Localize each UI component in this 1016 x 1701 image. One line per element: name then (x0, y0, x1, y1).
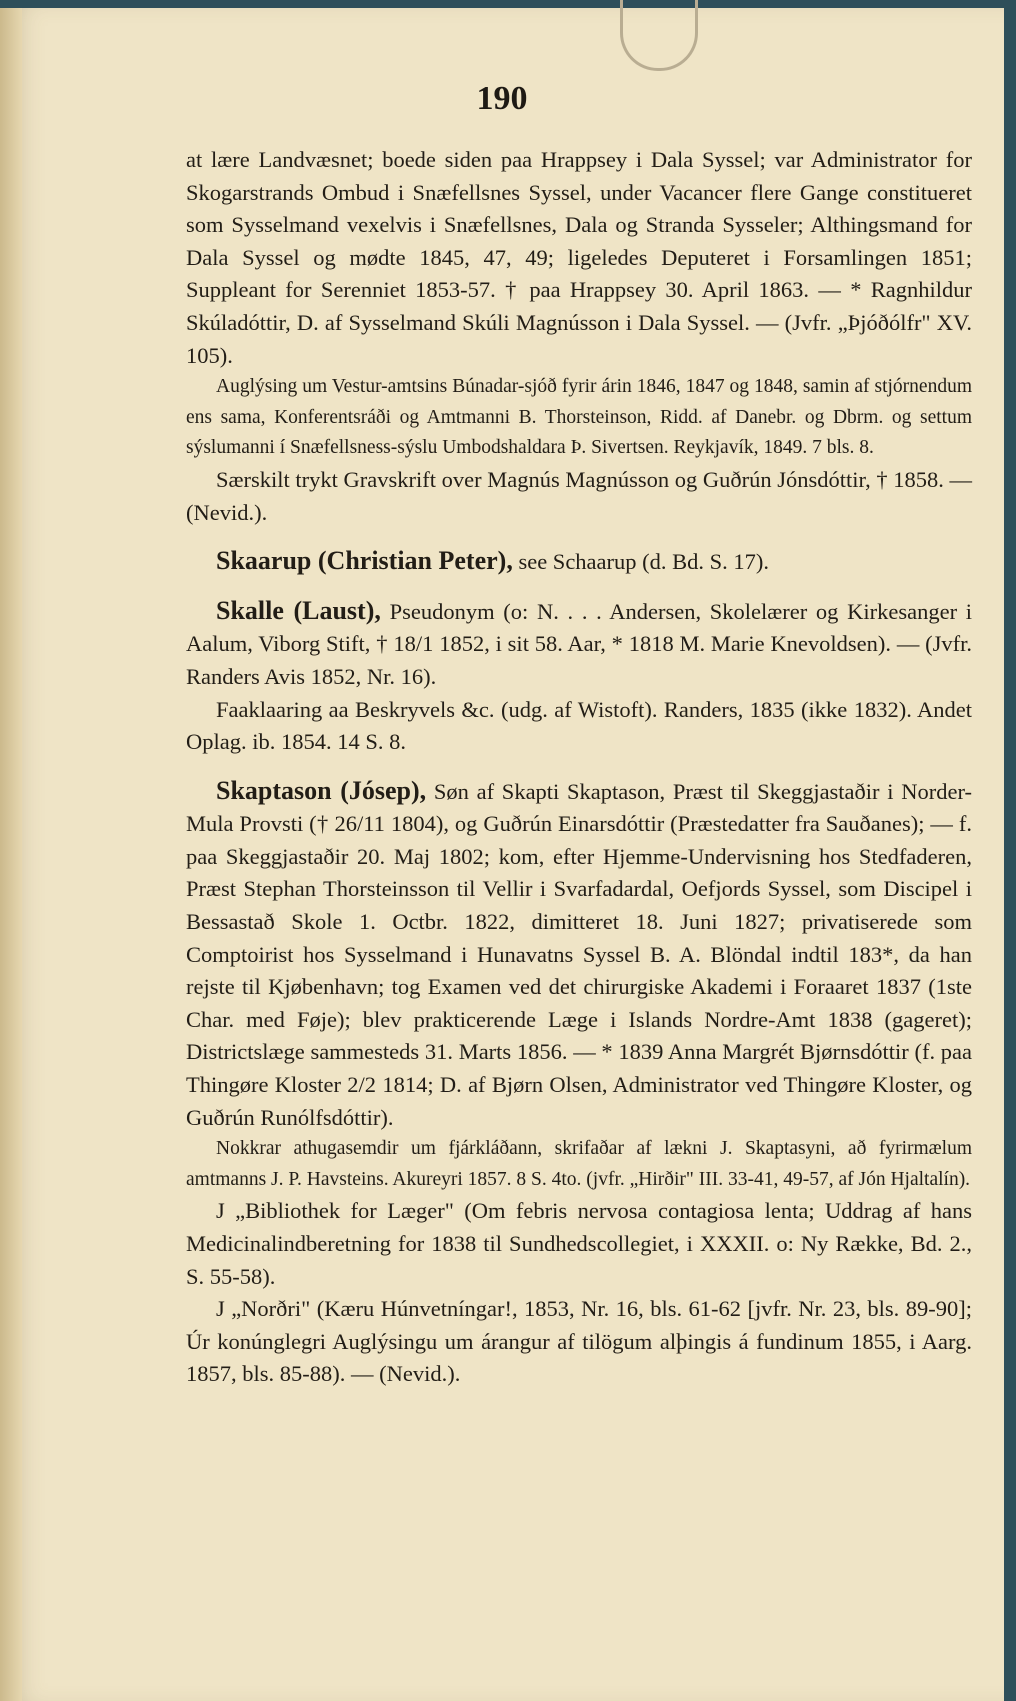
bibliography-entry: J „Norðri" (Kæru Húnvetníngar!, 1853, Nr. 16, bls. 61-62 [jvfr. Nr. 23, bls. 89-90]; Úr konúnglegri Auglýsingu um árangur af tilögum alþingis á fundinum 1855, i Aarg. 1857, bls. 85-88). — (Nevid.). (186, 1296, 972, 1387)
paper-clip-mark (620, 0, 698, 71)
entry-heading: Skaptason (Jósep), (216, 775, 427, 805)
bibliography-entry: Særskilt trykt Gravskrift over Magnús Magnússon og Guðrún Jónsdóttir, † 1858. — (Nevid.). (186, 466, 972, 525)
page-text (186, 144, 972, 1391)
bibliography-entry: Auglýsing um Vestur-amtsins Búnadar-sjóð fyrir árin 1846, 1847 og 1848, samin af stjórnendum ens sama, Konferentsráði og Amtmanni B. Thorsteinson, Ridd. af Danebr. og Dbrm. og settum sýslumanni í Snæfellsness-sýslu Umbodshaldara Þ. Sivertsen. Reykjavík, 1849. 7 bls. 8. (186, 376, 972, 459)
page-gutter (0, 8, 22, 1701)
biography-entry-skaarup (186, 545, 972, 579)
page-number: 190 (476, 80, 528, 117)
bibliography-entry: J „Bibliothek for Læger" (Om febris nervosa contagiosa lenta; Uddrag af hans Medicinalindberetning for 1838 til Sundhedscollegiet, i XXXII. o: Ny Række, Bd. 2., S. 55-58). (186, 1198, 972, 1289)
entry-heading: Skalle (Laust), (216, 595, 381, 625)
biography-entry-skalle (186, 595, 972, 694)
biography-entry-skaptason (186, 775, 972, 1135)
entry-body: see Schaarup (d. Bd. S. 17). (518, 549, 770, 575)
book-page (0, 8, 1004, 1701)
bibliography-entry: Nokkrar athugasemdir um fjárkláðann, skrifaðar af lækni J. Skaptasyni, að fyrirmælum amtmanns J. P. Havsteins. Akureyri 1857. 8 S. 4to. (jvfr. „Hirðir" III. 33-41, 49-57, af Jón Hjaltalín). (186, 1138, 972, 1190)
entry-body: Pseudonym (o: N. . . . Andersen, Skolelærer og Kirkesanger i Aalum, Viborg Stift, † 18/1 1852, i sit 58. Aar, * 1818 M. Marie Knevoldsen). — (Jvfr. Randers Avis 1852, Nr. 16). (186, 598, 973, 689)
entry-continuation: at lære Landvæsnet; boede siden paa Hrappsey i Dala Syssel; var Administrator for Skogarstrands Ombud i Snæfellsnes Syssel, under Vacancer flere Gange constitueret som Sysselmand vexelvis i Snæfellsnes, Dala og Stranda Sysseler; Althingsmand for Dala Syssel og mødte 1845, 47, 49; ligeledes Deputeret i Forsamlingen 1851; Suppleant for Serenniet 1853-57. † paa Hrappsey 30. April 1863. — * Ragnhildur Skúladóttir, D. af Sysselmand Skúli Magnússon i Dala Syssel. — (Jvfr. „Þjóðólfr" XV. 105). (186, 147, 972, 368)
entry-body: Søn af Skapti Skaptason, Præst til Skeggjastaðir i Norder-Mula Provsti († 26/11 1804), og Guðrún Einarsdóttir (Præstedatter fra Sauðanes); — f. paa Skeggjastaðir 20. Maj 1802; kom, efter Hjemme-Undervisning hos Stedfaderen, Præst Stephan Thorsteinsson til Vellir i Svarfadardal, Oefjords Syssel, som Discipel i Bessastað Skole 1. Octbr. 1822, dimitteret 18. Juni 1827; privatiserede som Comptoirist hos Sysselmand i Hunavatns Syssel B. A. Blöndal indtil 183*, da han rejste til Kjøbenhavn; tog Examen ved det chirurgiske Akademi i Foraaret 1837 (1ste Char. med Føje); blev prakticerende Læge i Islands Nordre-Amt 1838 (gageret); Districtslæge sammesteds 31. Marts 1856. — * 1839 Anna Margrét Bjørnsdóttir (f. paa Thingøre Kloster 2/2 1814; D. af Bjørn Olsen, Administrator ved Thingøre Kloster, og Guðrún Runólfsdóttir). (186, 778, 972, 1130)
bibliography-entry: Faaklaaring aa Beskryvels &c. (udg. af Wistoft). Randers, 1835 (ikke 1832). Andet Oplag. ib. 1854. 14 S. 8. (186, 696, 972, 755)
entry-heading: Skaarup (Christian Peter), (216, 546, 513, 576)
